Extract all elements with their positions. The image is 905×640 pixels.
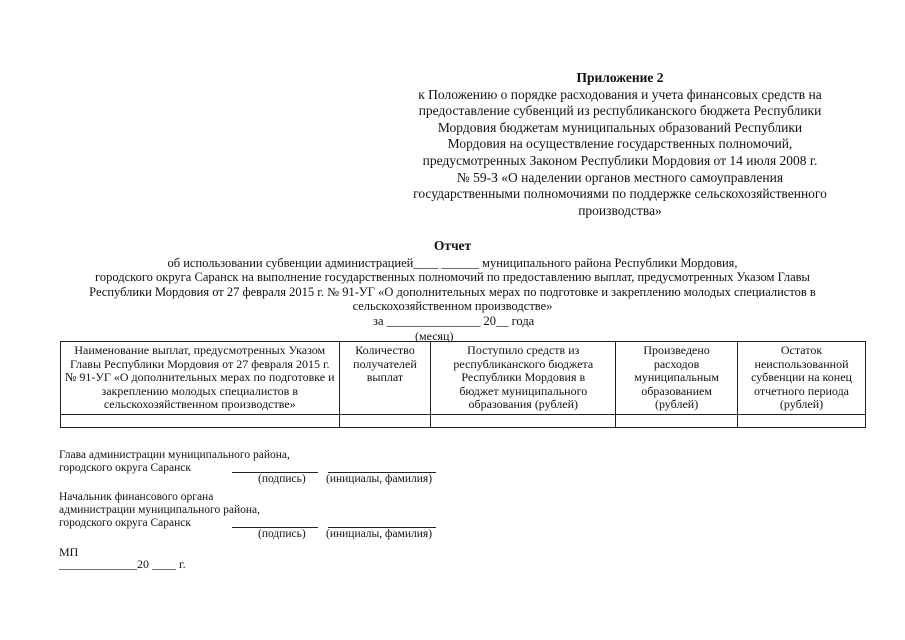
table-cell [431, 414, 616, 427]
header-text-line: бюджет муниципального [459, 383, 588, 398]
header-text-line: Количество [355, 343, 415, 357]
header-text-line: (рублей) [779, 397, 824, 412]
finance-sign-caption: (подпись) [258, 528, 306, 540]
signature-label-line: Глава администрации муниципального района, [59, 449, 290, 461]
header-text-line: Республики Мордовия в [461, 370, 586, 385]
finance-name-caption: (инициалы, фамилия) [326, 528, 433, 540]
date-line: _____________20 ____ г. [59, 557, 186, 571]
header-text-line: муниципальным [634, 370, 719, 385]
header-recipient-count [339, 342, 431, 415]
table-cell [339, 414, 431, 427]
appendix-header [380, 70, 860, 219]
header-text-line: Наименование выплат, предусмотренных Указом [74, 343, 326, 357]
report-period: за _______________ 20__ года [373, 314, 535, 328]
header-text-line: субвенции на конец [751, 370, 852, 385]
head-name-caption: (инициалы, фамилия) [326, 473, 433, 485]
signature-label-line: городского округа Саранск [59, 462, 191, 474]
header-text-line: неиспользованной [754, 356, 849, 371]
appendix-line: № 59-З «О наделении органов местного самоуправления [456, 169, 784, 185]
signature-label-line: городского округа Саранск [59, 517, 191, 529]
appendix-line: предусмотренных Законом Республики Мордовия от 14 июля 2008 г. [422, 152, 818, 168]
appendix-line: Мордовия бюджетам муниципальных образований Республики [437, 119, 803, 135]
header-text-line: отчетного периода [754, 383, 850, 398]
header-text-line: образованием [641, 383, 712, 398]
stamp-label: МП [59, 545, 79, 559]
finance-signature-label [59, 491, 260, 530]
header-text-line: Остаток [780, 343, 823, 357]
header-text-line: Поступило средств из [467, 343, 580, 357]
appendix-line: производства» [578, 202, 662, 218]
header-funds-received [431, 342, 616, 415]
table-cell [61, 414, 340, 427]
header-text-line: № 91-УГ «О дополнительных мерах по подготовке и [64, 370, 335, 385]
header-text-line: расходов [653, 356, 700, 371]
table-row [61, 414, 866, 427]
appendix-line: предоставление субвенций из республиканского бюджета Республики [418, 103, 822, 119]
header-payment-name [61, 342, 340, 415]
header-text-line: выплат [366, 370, 404, 385]
header-expenses [616, 342, 738, 415]
report-table [60, 341, 866, 428]
appendix-line: Мордовия на осуществление государственных полномочий, [447, 136, 793, 152]
head-sign-caption: (подпись) [258, 473, 306, 485]
header-text-line: Главы Республики Мордовия от 27 февраля 2015 г. [69, 356, 330, 371]
header-text-line: получателей [353, 356, 417, 371]
header-text-line: сельскохозяйственном производстве» [103, 397, 296, 412]
header-text-line: (рублей) [654, 397, 699, 412]
signature-label-line: Начальник финансового органа [59, 491, 214, 503]
report-title: Отчет [433, 238, 472, 253]
header-unused-balance [738, 342, 866, 415]
table-cell [738, 414, 866, 427]
header-text-line: образования (рублей) [468, 397, 579, 412]
report-intro-line: об использовании субвенции администрацией____ ______ муниципального района Республики Мордовия, [167, 256, 738, 270]
header-text-line: республиканского бюджета [453, 356, 594, 371]
report-intro [60, 256, 845, 314]
table-header-row [61, 342, 866, 415]
report-intro-line: сельскохозяйственном производстве» [352, 299, 553, 314]
appendix-line: государственными полномочиями по поддержке сельскохозяйственного [413, 186, 827, 202]
table-cell [616, 414, 738, 427]
appendix-title: Приложение 2 [576, 70, 664, 85]
report-period-month-label: (месяц) [415, 329, 454, 343]
header-text-line: Произведено [643, 343, 710, 357]
report-intro-line: Республики Мордовия от 27 февраля 2015 г. № 91-УГ «О дополнительных мерах по подготовке и закреплению молодых специалистов в [89, 284, 816, 299]
appendix-line: к Положению о порядке расходования и учета финансовых средств на [418, 86, 822, 102]
report-intro-line: городского округа Саранск на выполнение государственных полномочий по предоставлению выплат, предусмотренных Указом Главы [95, 270, 810, 285]
signature-label-line: администрации муниципального района, [59, 504, 260, 516]
header-text-line: закреплению молодых специалистов в [101, 383, 299, 398]
